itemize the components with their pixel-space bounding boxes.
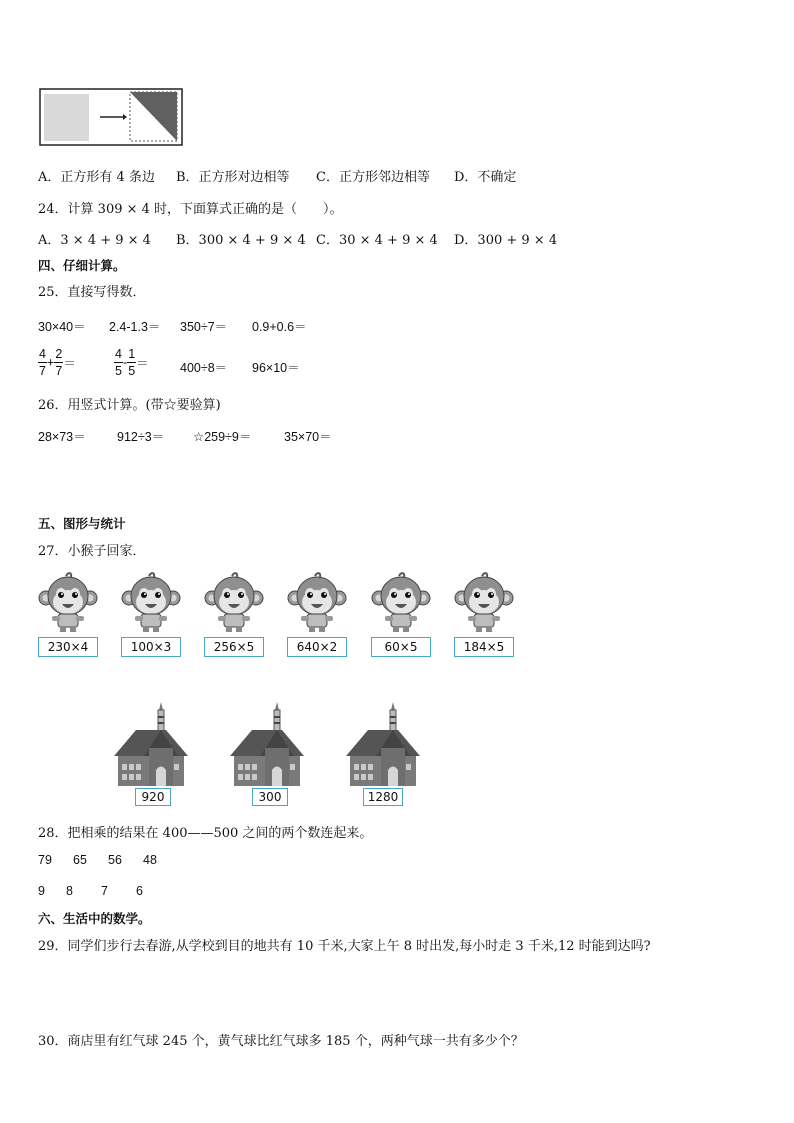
q24-option-c: C．30 × 4 + 9 × 4	[316, 233, 438, 248]
monkey-expression-label: 230×4	[38, 637, 98, 657]
section-5-title: 五、图形与统计	[38, 516, 126, 531]
equals: ＝	[136, 356, 149, 371]
q26-question: 26．用竖式计算。(带☆要验算)	[38, 398, 221, 413]
monkey-expression-label: 184×5	[454, 637, 514, 657]
house-icon	[114, 700, 188, 786]
monkey-icon	[371, 572, 431, 634]
q29-question: 29．同学们步行去春游,从学校到目的地共有 10 千米,大家上午 8 时出发,每小时走 3 千米,12 时能到达吗?	[38, 939, 651, 954]
q23-option-c: C．正方形邻边相等	[316, 170, 430, 185]
q28-number: 8	[66, 884, 73, 898]
q23-option-b: B．正方形对边相等	[176, 170, 290, 185]
q26-item-3: ☆259÷9＝	[193, 430, 252, 444]
q28-number: 9	[38, 884, 45, 898]
numerator: 1	[128, 347, 136, 361]
fraction	[38, 347, 47, 378]
q24-option-d: D．300 + 9 × 4	[454, 233, 558, 248]
q25-item-7: 400÷8＝	[180, 361, 228, 375]
q26-item-2: 912÷3＝	[117, 430, 165, 444]
q25-item-2: 2.4-1.3＝	[109, 320, 161, 334]
q28-number: 79	[38, 853, 52, 867]
q30-question: 30．商店里有红气球 245 个，黄气球比红气球多 185 个，两种气球一共有多少个？	[38, 1034, 524, 1049]
section-4-title: 四、仔细计算。	[38, 258, 126, 273]
q24-option-a: A．3 × 4 + 9 × 4	[38, 233, 151, 248]
q28-number: 6	[136, 884, 143, 898]
monkey-icon	[204, 572, 264, 634]
denominator: 5	[128, 364, 136, 378]
q27-question: 27．小猴子回家．	[38, 544, 146, 559]
house-icon	[230, 700, 304, 786]
monkey-expression-label: 100×3	[121, 637, 181, 657]
q25-item-3: 350÷7＝	[180, 320, 228, 334]
q23-option-a: A．正方形有 4 条边	[38, 170, 155, 185]
q25-item-1: 30×40＝	[38, 320, 86, 334]
denominator: 7	[55, 364, 63, 378]
operator: -	[123, 355, 128, 370]
q28-question: 28．把相乘的结果在 400——500 之间的两个数连起来。	[38, 826, 373, 841]
fraction	[54, 347, 63, 378]
q25-item-4: 0.9+0.6＝	[252, 320, 307, 334]
q24-question: 24．计算 309 × 4 时，下面算式正确的是（ ）。	[38, 202, 343, 217]
house-number-label: 1280	[363, 788, 403, 806]
q28-number: 65	[73, 853, 87, 867]
house-icon	[346, 700, 420, 786]
q25-fraction-expr-1	[38, 347, 76, 378]
monkey-expression-label: 640×2	[287, 637, 347, 657]
monkey-icon	[38, 572, 98, 634]
monkey-expression-label: 256×5	[204, 637, 264, 657]
denominator: 7	[39, 364, 46, 378]
q28-number: 56	[108, 853, 122, 867]
numerator: 2	[55, 347, 63, 361]
q23-option-d: D．不确定	[454, 170, 517, 185]
denominator: 5	[115, 364, 122, 378]
numerator: 4	[39, 347, 46, 361]
q28-number: 7	[101, 884, 108, 898]
numerator: 4	[115, 347, 122, 361]
monkey-icon	[454, 572, 514, 634]
q24-option-b: B．300 × 4 + 9 × 4	[176, 233, 306, 248]
house-number-label: 300	[252, 788, 288, 806]
monkey-icon	[287, 572, 347, 634]
q26-item-4: 35×70＝	[284, 430, 332, 444]
section-6-title: 六、生活中的数学。	[38, 911, 151, 926]
q25-fraction-expr-2	[114, 347, 149, 378]
fraction	[114, 347, 123, 378]
q28-number: 48	[143, 853, 157, 867]
fraction	[127, 347, 136, 378]
operator: +	[47, 355, 55, 370]
monkey-expression-label: 60×5	[371, 637, 431, 657]
q25-question: 25．直接写得数．	[38, 285, 146, 300]
house-number-label: 920	[135, 788, 171, 806]
square-fold-figure	[39, 88, 183, 146]
q25-item-8: 96×10＝	[252, 361, 300, 375]
equals: ＝	[63, 356, 76, 371]
monkey-icon	[121, 572, 181, 634]
q26-item-1: 28×73＝	[38, 430, 86, 444]
